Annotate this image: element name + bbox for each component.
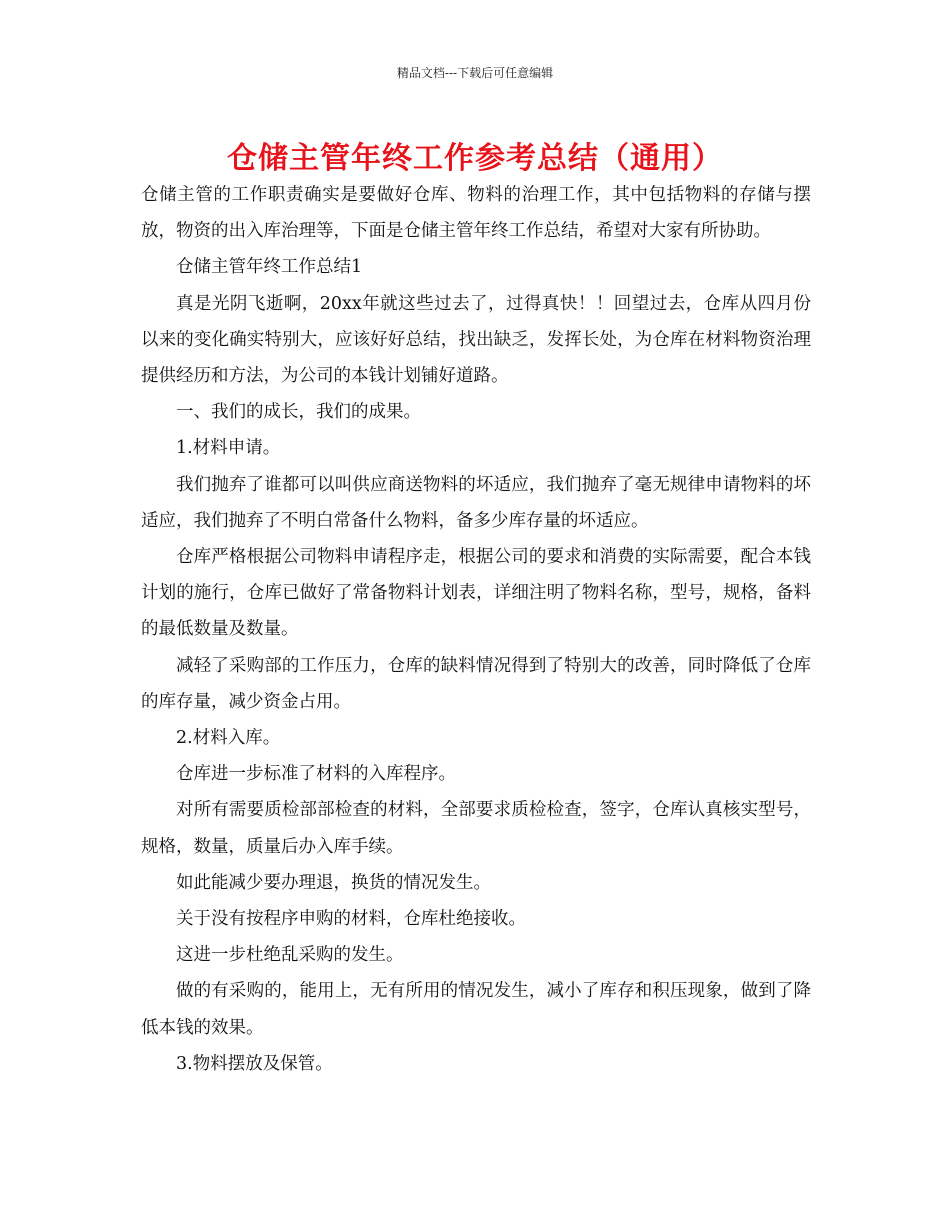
document-body [141, 177, 811, 1082]
item-heading: 2.材料入库。 [176, 728, 281, 749]
paragraph: 关于没有按程序申购的材料，仓库杜绝接收。 [176, 909, 526, 930]
paragraph: 真是光阴飞逝啊，20xx年就这些过去了，过得真快！！回望过去，仓库从四月份以来的变化确实特别大，应该好好总结，找出缺乏，发挥长处，为仓库在材料物资治理提供经历和方法，为公司的本钱计划铺好道路。 [141, 293, 811, 387]
item-heading: 3.物料摆放及保管。 [176, 1053, 333, 1074]
paragraph: 仓库严格根据公司物料申请程序走，根据公司的要求和消费的实际需要，配合本钱计划的施行，仓库已做好了常备物料计划表，详细注明了物料名称，型号，规格，备料的最低数量及数量。 [141, 547, 811, 640]
paragraph: 减轻了采购部的工作压力，仓库的缺料情况得到了特别大的改善，同时降低了仓库的库存量，减少资金占用。 [141, 655, 811, 712]
paragraph: 这进一步杜绝乱采购的发生。 [176, 945, 404, 966]
paragraph: 做的有采购的，能用上，无有所用的情况发生，减小了库存和积压现象，做到了降低本钱的效果。 [141, 981, 811, 1038]
document-title: 仓储主管年终工作参考总结（通用） [227, 141, 723, 176]
paragraph: 如此能减少要办理退，换货的情况发生。 [176, 872, 491, 893]
subsection-heading: 一、我们的成长，我们的成果。 [176, 402, 421, 423]
paragraph: 对所有需要质检部部检查的材料，全部要求质检检查，签字，仓库认真核实型号，规格，数量，质量后办入库手续。 [141, 800, 811, 857]
header-note: 精品文档---下载后可任意编辑 [396, 66, 554, 80]
item-heading: 1.材料申请。 [176, 438, 281, 459]
section-heading: 仓储主管年终工作总结1 [176, 257, 363, 278]
paragraph: 仓库进一步标准了材料的入库程序。 [176, 764, 456, 785]
intro-paragraph: 仓储主管的工作职责确实是要做好仓库、物料的治理工作，其中包括物料的存储与摆放，物资的出入库治理等，下面是仓储主管年终工作总结，希望对大家有所协助。 [141, 185, 811, 242]
paragraph: 我们抛弃了谁都可以叫供应商送物料的坏适应，我们抛弃了毫无规律申请物料的坏适应，我们抛弃了不明白常备什么物料，备多少库存量的坏适应。 [141, 474, 811, 531]
